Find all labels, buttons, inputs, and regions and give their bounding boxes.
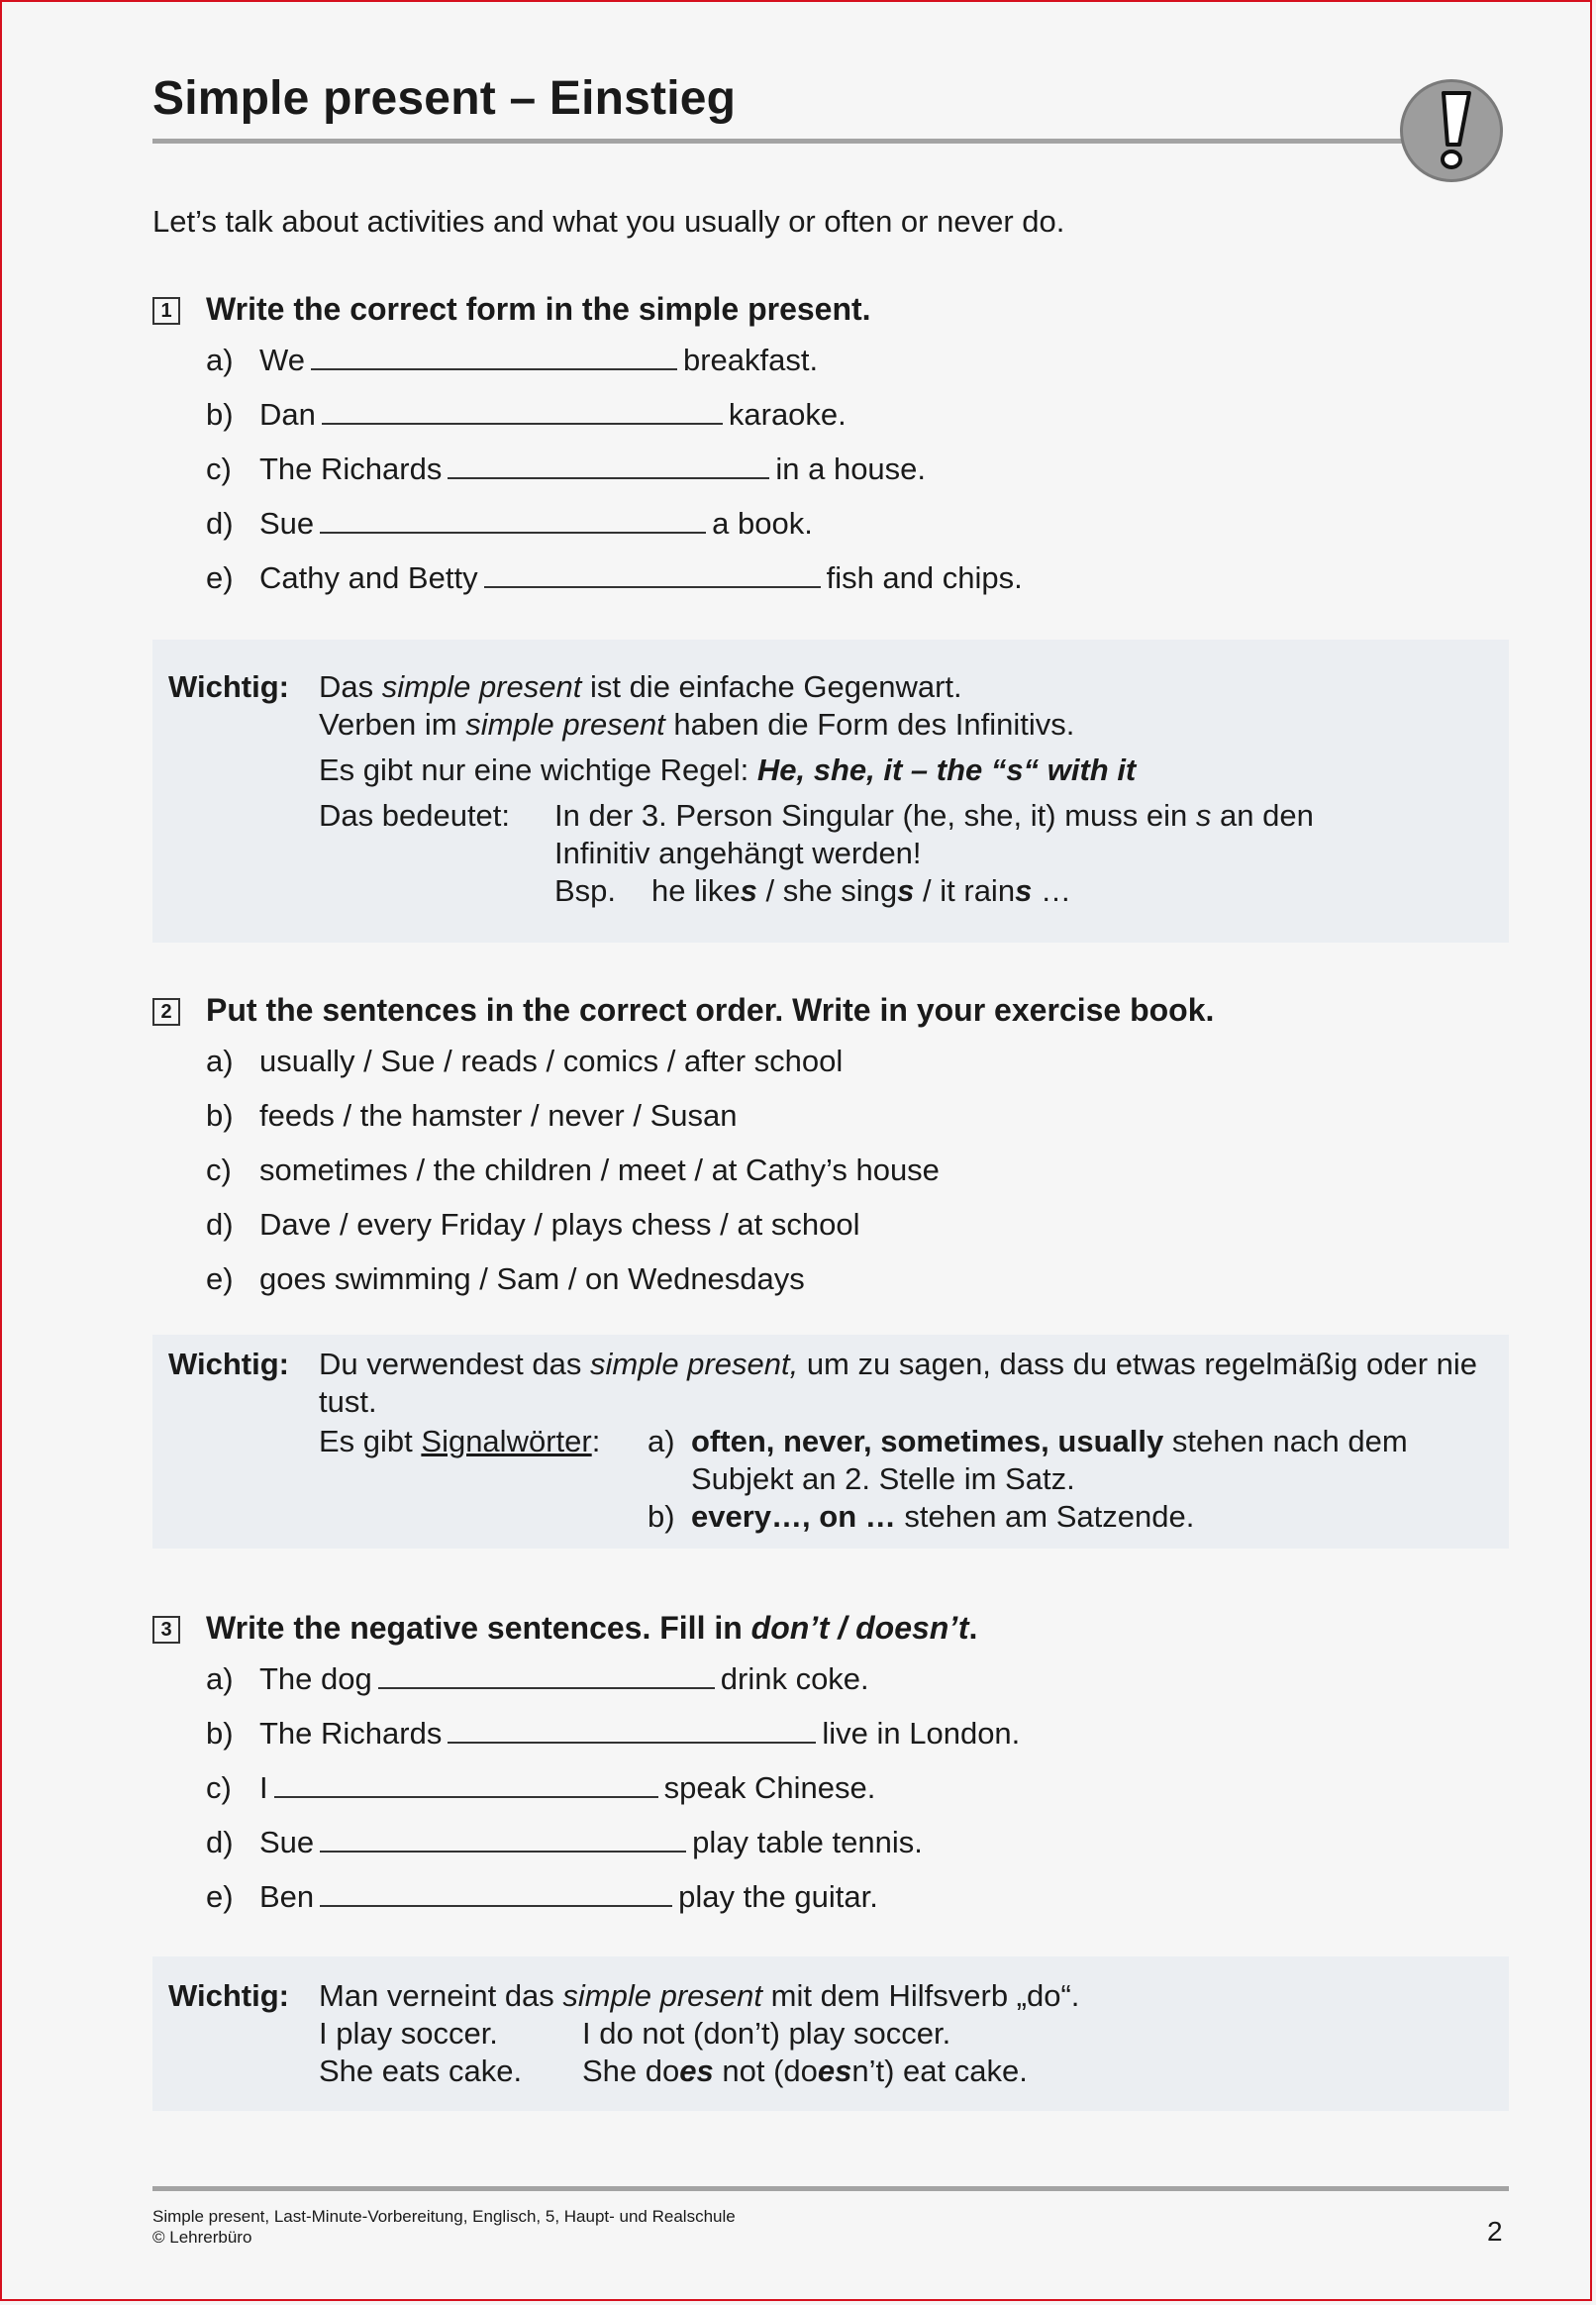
answer-blank[interactable] — [378, 1654, 715, 1689]
box-label: Wichtig: — [168, 1978, 289, 2013]
footer-rule — [152, 2186, 1509, 2191]
item-letter: a) — [206, 343, 234, 377]
exclamation-icon — [1400, 79, 1503, 182]
footer-copyright: © Lehrerbüro — [152, 2228, 252, 2247]
box-line: Infinitiv angehängt werden! — [554, 836, 922, 870]
item-text: live in London. — [822, 1716, 1021, 1751]
box-line: Verben im simple present haben die Form des Infinitivs. — [319, 707, 1075, 742]
list-item — [152, 333, 1509, 387]
task-1 — [152, 289, 1509, 605]
item-text: drink coke. — [720, 1661, 869, 1696]
list-item — [152, 1652, 1509, 1706]
box-line-letter: b) — [648, 1499, 675, 1534]
task-3-list — [152, 1652, 1509, 1924]
box-line-letter: a) — [648, 1424, 675, 1458]
list-item — [152, 442, 1509, 496]
box-line: Man verneint das simple present mit dem Hilfsverb „do“. — [319, 1978, 1080, 2013]
list-item — [152, 1869, 1509, 1924]
answer-blank[interactable] — [320, 1817, 686, 1853]
box-line: Subjekt an 2. Stelle im Satz. — [691, 1461, 1075, 1496]
list-item — [152, 387, 1509, 442]
item-letter: c) — [206, 1152, 232, 1187]
page-title: Simple present – Einstieg — [152, 72, 737, 125]
box-line: Es gibt nur eine wichtige Regel: He, she, it – the “s“ with it — [319, 752, 1137, 787]
item-text: sometimes / the children / meet / at Cathy’s house — [259, 1152, 940, 1187]
item-text: Dan — [259, 397, 316, 432]
box-line-label: Bsp. — [554, 873, 617, 908]
item-text: usually / Sue / reads / comics / after school — [259, 1044, 844, 1078]
item-letter: b) — [206, 1716, 234, 1751]
answer-blank[interactable] — [311, 335, 677, 370]
item-text: speak Chinese. — [663, 1770, 876, 1805]
box-line: Es gibt Signalwörter: — [319, 1424, 601, 1458]
item-text: We — [259, 343, 305, 377]
list-item — [152, 1252, 1509, 1306]
list-item — [152, 1197, 1509, 1252]
answer-blank[interactable] — [320, 498, 706, 534]
task-2-list — [152, 1034, 1509, 1306]
item-letter: a) — [206, 1044, 234, 1078]
info-box-2 — [152, 1335, 1509, 1549]
answer-blank[interactable] — [448, 1708, 816, 1744]
answer-blank[interactable] — [322, 389, 723, 425]
box-line: She does not (doesn’t) eat cake. — [582, 2054, 1028, 2088]
task-3-header — [152, 1608, 1509, 1652]
list-item — [152, 1088, 1509, 1143]
box-line: often, never, sometimes, usually stehen nach dem — [691, 1424, 1408, 1458]
item-letter: d) — [206, 506, 234, 541]
box-line: he likes / she sings / it rains … — [651, 873, 1071, 908]
list-item — [152, 1706, 1509, 1760]
task-title: Write the correct form in the simple present. — [206, 291, 871, 327]
box-line: I play soccer. — [319, 2016, 498, 2051]
box-label: Wichtig: — [168, 1347, 289, 1381]
item-text: The Richards — [259, 1716, 443, 1751]
list-item — [152, 551, 1509, 605]
item-letter: c) — [206, 451, 232, 486]
item-text: play table tennis. — [692, 1825, 923, 1859]
task-2 — [152, 990, 1509, 1306]
task-2-header — [152, 990, 1509, 1034]
answer-blank[interactable] — [484, 552, 821, 588]
item-text: Sue — [259, 506, 315, 541]
task-number: 3 — [152, 1616, 180, 1644]
item-text: karaoke. — [728, 397, 847, 432]
page-number: 2 — [1487, 2216, 1503, 2247]
item-letter: d) — [206, 1825, 234, 1859]
list-item — [152, 1760, 1509, 1815]
list-item — [152, 1143, 1509, 1197]
footer-text — [152, 2206, 736, 2248]
box-line-label: Das bedeutet: — [319, 798, 511, 833]
answer-blank[interactable] — [448, 444, 769, 479]
item-letter: b) — [206, 397, 234, 432]
task-3 — [152, 1608, 1509, 1924]
box-line: She eats cake. — [319, 2054, 523, 2088]
page-header — [152, 71, 1509, 147]
answer-blank[interactable] — [320, 1871, 672, 1907]
box-line: Das simple present ist die einfache Gegenwart. — [319, 669, 962, 704]
item-letter: b) — [206, 1098, 234, 1133]
item-text: a book. — [712, 506, 813, 541]
item-text: Cathy and Betty — [259, 560, 478, 595]
box-line: I do not (don’t) play soccer. — [582, 2016, 951, 2051]
box-line: every…, on … stehen am Satzende. — [691, 1499, 1195, 1534]
item-text: fish and chips. — [826, 560, 1023, 595]
item-text: The dog — [259, 1661, 372, 1696]
item-text: Ben — [259, 1879, 315, 1914]
item-letter: a) — [206, 1661, 234, 1696]
task-1-header — [152, 289, 1509, 333]
item-text: play the guitar. — [678, 1879, 878, 1914]
footer-line: Simple present, Last-Minute-Vorbereitung, Englisch, 5, Haupt- und Realschule — [152, 2207, 736, 2226]
task-number: 2 — [152, 998, 180, 1026]
item-letter: e) — [206, 560, 234, 595]
item-text: feeds / the hamster / never / Susan — [259, 1098, 738, 1133]
list-item — [152, 496, 1509, 551]
task-title: Write the negative sentences. Fill in don’t / doesn’t. — [206, 1610, 978, 1646]
item-letter: e) — [206, 1879, 234, 1914]
list-item — [152, 1034, 1509, 1088]
title-rule — [152, 139, 1410, 144]
box-label: Wichtig: — [168, 669, 289, 704]
item-text: Sue — [259, 1825, 315, 1859]
box-line: Du verwendest das simple present, um zu sagen, dass du etwas regelmäßig oder nie — [319, 1347, 1478, 1381]
box-line: In der 3. Person Singular (he, she, it) muss ein s an den — [554, 798, 1314, 833]
intro-text: Let’s talk about activities and what you usually or often or never do. — [152, 204, 1065, 239]
list-item — [152, 1815, 1509, 1869]
info-box-3 — [152, 1956, 1509, 2111]
item-text: Dave / every Friday / plays chess / at school — [259, 1207, 860, 1242]
box-line: tust. — [319, 1384, 377, 1419]
task-title: Put the sentences in the correct order. Write in your exercise book. — [206, 992, 1215, 1028]
item-text: breakfast. — [682, 343, 819, 377]
item-letter: e) — [206, 1261, 234, 1296]
item-text: I — [259, 1770, 268, 1805]
answer-blank[interactable] — [274, 1762, 658, 1798]
item-text: in a house. — [775, 451, 927, 486]
info-box-1 — [152, 640, 1509, 943]
task-1-list — [152, 333, 1509, 605]
item-letter: d) — [206, 1207, 234, 1242]
item-text: goes swimming / Sam / on Wednesdays — [259, 1261, 805, 1296]
task-number: 1 — [152, 297, 180, 325]
item-text: The Richards — [259, 451, 443, 486]
item-letter: c) — [206, 1770, 232, 1805]
